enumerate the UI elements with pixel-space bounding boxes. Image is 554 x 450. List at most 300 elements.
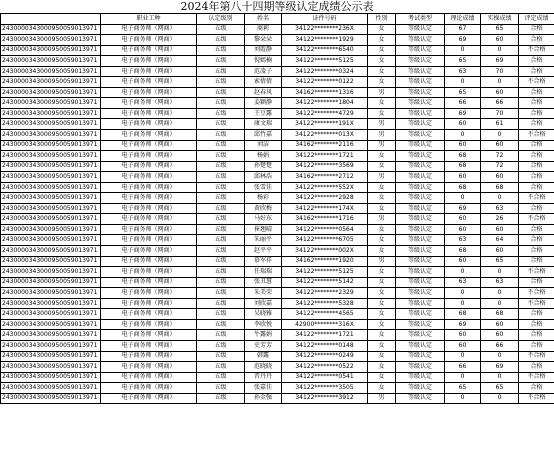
occupation-cell: 电子商务师（网商） [101,288,197,299]
occupation-cell: 电子商务师（网商） [101,140,197,151]
registration-code-cell: 2430000343000950059013971 [1,235,101,246]
id-number-cell: 34122********552X [282,182,368,193]
registration-code-cell: 2430000343000950059013971 [1,246,101,257]
gender-cell: 女 [368,193,396,204]
exam-type-cell: 等级认定 [396,235,445,246]
level-cell: 五级 [197,140,245,151]
result-cell: 合格 [519,309,554,320]
name-cell: 姜颖静 [245,98,282,109]
id-number-cell: 34122********174X [282,203,368,214]
level-cell: 五级 [197,193,245,204]
result-cell: 合格 [519,119,554,130]
gender-cell: 女 [368,362,396,373]
level-cell: 五级 [197,214,245,225]
registration-code-cell: 2430000343000950059013971 [1,393,101,404]
occupation-cell: 电子商务师（网商） [101,193,197,204]
id-number-cell: 34122********5142 [282,277,368,288]
level-cell: 五级 [197,340,245,351]
registration-code-cell: 2430000343000950059013971 [1,383,101,394]
theory-score-cell: 60 [445,140,481,151]
level-cell: 五级 [197,35,245,46]
theory-score-cell: 63 [445,235,481,246]
table-row [1,35,554,46]
exam-type-cell: 等级认定 [396,24,445,35]
level-cell: 五级 [197,288,245,299]
table-row [1,309,554,320]
registration-code-cell: 2430000343000950059013971 [1,87,101,98]
id-number-cell: 34122********1804 [282,98,368,109]
id-number-cell: 34122********6705 [282,235,368,246]
header-cell: 实操成绩 [481,14,519,25]
theory-score-cell: 0 [445,372,481,383]
name-cell: 任瑞瑞 [245,267,282,278]
name-cell: 朱丽平 [245,235,282,246]
registration-code-cell: 2430000343000950059013971 [1,77,101,88]
id-number-cell: 34162********2116 [282,140,368,151]
practical-score-cell: 26 [481,214,519,225]
occupation-cell: 电子商务师（网商） [101,362,197,373]
result-cell: 不合格 [519,214,554,225]
exam-type-cell: 等级认定 [396,108,445,119]
gender-cell: 女 [368,161,396,172]
exam-type-cell: 等级认定 [396,383,445,394]
result-cell: 合格 [519,182,554,193]
name-cell: 刘霞静 [245,45,282,56]
name-cell: 张雪佳 [245,182,282,193]
occupation-cell: 电子商务师（网商） [101,66,197,77]
exam-type-cell: 等级认定 [396,66,445,77]
exam-type-cell: 等级认定 [396,56,445,67]
practical-score-cell: 72 [481,161,519,172]
name-cell: 范凌子 [245,66,282,77]
exam-type-cell: 等级认定 [396,161,445,172]
table-row [1,246,554,257]
practical-score-cell: 60 [481,35,519,46]
result-cell: 合格 [519,224,554,235]
gender-cell: 女 [368,77,396,88]
exam-type-cell: 等级认定 [396,224,445,235]
name-cell: 王豆露 [245,108,282,119]
theory-score-cell: 68 [445,246,481,257]
occupation-cell: 电子商务师（网商） [101,351,197,362]
level-cell: 五级 [197,319,245,330]
registration-code-cell: 2430000343000950059013971 [1,66,101,77]
practical-score-cell: 68 [481,182,519,193]
gender-cell: 女 [368,246,396,257]
occupation-cell: 电子商务师（网商） [101,119,197,130]
id-number-cell: 34122********013X [282,130,368,141]
name-cell: 晋丹丹 [245,372,282,383]
level-cell: 五级 [197,203,245,214]
id-number-cell: 34122********002X [282,246,368,257]
name-cell: 商莉 [245,24,282,35]
practical-score-cell: 69 [481,56,519,67]
practical-score-cell: 0 [481,298,519,309]
occupation-cell: 电子商务师（网商） [101,172,197,183]
gender-cell: 男 [368,119,396,130]
table-row [1,182,554,193]
table-row [1,77,554,88]
gender-cell: 女 [368,108,396,119]
occupation-cell: 电子商务师（网商） [101,130,197,141]
occupation-cell: 电子商务师（网商） [101,372,197,383]
name-cell: 赵平平 [245,246,282,257]
practical-score-cell: 63 [481,203,519,214]
table-row [1,119,554,130]
exam-type-cell: 等级认定 [396,246,445,257]
theory-score-cell: 60 [445,224,481,235]
registration-code-cell: 2430000343000950059013971 [1,319,101,330]
registration-code-cell: 2430000343000950059013971 [1,256,101,267]
practical-score-cell: 60 [481,140,519,151]
result-cell: 合格 [519,203,554,214]
result-cell: 不合格 [519,393,554,404]
exam-type-cell: 等级认定 [396,340,445,351]
result-cell: 不合格 [519,372,554,383]
table-row [1,383,554,394]
theory-score-cell: 60 [445,340,481,351]
practical-score-cell: 66 [481,98,519,109]
registration-code-cell: 2430000343000950059013971 [1,35,101,46]
id-number-cell: 34122********6540 [282,45,368,56]
occupation-cell: 电子商务师（网商） [101,309,197,320]
theory-score-cell: 68 [445,151,481,162]
table-row [1,340,554,351]
registration-code-cell: 2430000343000950059013971 [1,267,101,278]
gender-cell: 女 [368,267,396,278]
occupation-cell: 电子商务师（网商） [101,298,197,309]
theory-score-cell: 69 [445,203,481,214]
table-row [1,66,554,77]
level-cell: 五级 [197,24,245,35]
id-number-cell: 34162********1316 [282,87,368,98]
name-cell: 张嘉佳 [245,383,282,394]
table-row [1,235,554,246]
id-number-cell: 34122********1721 [282,151,368,162]
practical-score-cell: 70 [481,108,519,119]
practical-score-cell: 66 [481,340,519,351]
theory-score-cell: 60 [445,119,481,130]
level-cell: 五级 [197,98,245,109]
gender-cell: 女 [368,24,396,35]
theory-score-cell: 0 [445,193,481,204]
exam-type-cell: 等级认定 [396,182,445,193]
exam-type-cell: 等级认定 [396,45,445,56]
gender-cell: 女 [368,98,396,109]
name-cell: 慕军祥 [245,256,282,267]
theory-score-cell: 60 [445,256,481,267]
exam-type-cell: 等级认定 [396,256,445,267]
theory-score-cell: 65 [445,56,481,67]
registration-code-cell: 2430000343000950059013971 [1,330,101,341]
practical-score-cell: 60 [481,87,519,98]
theory-score-cell: 60 [445,214,481,225]
gender-cell: 男 [368,214,396,225]
result-cell: 合格 [519,108,554,119]
result-cell: 合格 [519,161,554,172]
practical-score-cell: 69 [481,362,519,373]
theory-score-cell: 66 [445,98,481,109]
exam-type-cell: 等级认定 [396,35,445,46]
gender-cell: 女 [368,372,396,383]
id-number-cell: 34122********0122 [282,77,368,88]
table-row [1,319,554,330]
level-cell: 五级 [197,362,245,373]
occupation-cell: 电子商务师（网商） [101,319,197,330]
occupation-cell: 电子商务师（网商） [101,108,197,119]
page-title: 2024年第八十四期等级认定成绩公示表 [180,0,374,13]
id-number-cell: 34162********1920 [282,256,368,267]
registration-code-cell: 2430000343000950059013971 [1,340,101,351]
gender-cell: 男 [368,87,396,98]
exam-type-cell: 等级认定 [396,214,445,225]
level-cell: 五级 [197,224,245,235]
table-row [1,256,554,267]
id-number-cell: 34122********5125 [282,56,368,67]
practical-score-cell: 0 [481,77,519,88]
registration-code-cell: 2430000343000950059013971 [1,130,101,141]
exam-type-cell: 等级认定 [396,130,445,141]
gender-cell: 女 [368,45,396,56]
gender-cell: 女 [368,203,396,214]
level-cell: 五级 [197,330,245,341]
theory-score-cell: 0 [445,267,481,278]
gender-cell: 女 [368,56,396,67]
result-cell: 不合格 [519,130,554,141]
header-cell: 认定级别 [197,14,245,25]
result-cell: 不合格 [519,77,554,88]
exam-type-cell: 等级认定 [396,119,445,130]
practical-score-cell: 72 [481,151,519,162]
level-cell: 五级 [197,256,245,267]
occupation-cell: 电子商务师（网商） [101,393,197,404]
result-cell: 合格 [519,24,554,35]
result-cell: 不合格 [519,288,554,299]
level-cell: 五级 [197,130,245,141]
result-cell: 合格 [519,56,554,67]
id-number-cell: 34162********1716 [282,214,368,225]
registration-code-cell: 2430000343000950059013971 [1,224,101,235]
registration-code-cell: 2430000343000950059013971 [1,172,101,183]
occupation-cell: 电子商务师（网商） [101,77,197,88]
gender-cell: 女 [368,288,396,299]
table-row [1,140,554,151]
exam-type-cell: 等级认定 [396,172,445,183]
name-cell: 史芳芳 [245,340,282,351]
result-cell: 合格 [519,66,554,77]
name-cell: 刘欣嘉 [245,298,282,309]
header-cell: 考试类型 [396,14,445,25]
id-number-cell: 34122********0564 [282,224,368,235]
result-cell: 合格 [519,35,554,46]
practical-score-cell: 60 [481,172,519,183]
name-cell: 吴晓雅 [245,309,282,320]
table-row [1,98,554,109]
practical-score-cell: 63 [481,277,519,288]
theory-score-cell: 0 [445,288,481,299]
table-row [1,193,554,204]
level-cell: 五级 [197,351,245,362]
theory-score-cell: 60 [445,172,481,183]
table-row [1,362,554,373]
registration-code-cell: 2430000343000950059013971 [1,98,101,109]
id-number-cell: 34122********0324 [282,66,368,77]
occupation-cell: 电子商务师（网商） [101,35,197,46]
theory-score-cell: 68 [445,309,481,320]
gender-cell: 女 [368,182,396,193]
registration-code-cell: 2430000343000950059013971 [1,309,101,320]
id-number-cell: 34122********0541 [282,372,368,383]
id-number-cell: 34122********3912 [282,393,368,404]
id-number-cell: 34122********1721 [282,330,368,341]
level-cell: 五级 [197,277,245,288]
occupation-cell: 电子商务师（网商） [101,24,197,35]
gender-cell: 男 [368,140,396,151]
result-cell: 合格 [519,330,554,341]
registration-code-cell: 2430000343000950059013971 [1,214,101,225]
theory-score-cell: 69 [445,35,481,46]
level-cell: 五级 [197,151,245,162]
registration-code-cell: 2430000343000950059013971 [1,45,101,56]
id-number-cell: 34122********4565 [282,309,368,320]
id-number-cell: 34122********3569 [282,161,368,172]
gender-cell: 女 [368,383,396,394]
gender-cell: 男 [368,256,396,267]
exam-type-cell: 等级认定 [396,77,445,88]
result-cell: 合格 [519,340,554,351]
level-cell: 五级 [197,393,245,404]
table-row [1,130,554,141]
occupation-cell: 电子商务师（网商） [101,45,197,56]
table-row [1,203,554,214]
exam-type-cell: 等级认定 [396,319,445,330]
exam-type-cell: 等级认定 [396,193,445,204]
result-cell: 合格 [519,383,554,394]
name-cell: 范晓晓 [245,362,282,373]
registration-code-cell: 2430000343000950059013971 [1,119,101,130]
level-cell: 五级 [197,235,245,246]
level-cell: 五级 [197,45,245,56]
exam-type-cell: 等级认定 [396,362,445,373]
registration-code-cell: 2430000343000950059013971 [1,182,101,193]
practical-score-cell: 0 [481,130,519,141]
theory-score-cell: 0 [445,77,481,88]
theory-score-cell: 68 [445,182,481,193]
theory-score-cell: 0 [445,393,481,404]
table-row [1,151,554,162]
name-cell: 杨彩 [245,193,282,204]
level-cell: 五级 [197,309,245,320]
id-number-cell: 34122********0249 [282,351,368,362]
table-row [1,24,554,35]
table-row [1,393,554,404]
level-cell: 五级 [197,119,245,130]
exam-type-cell: 等级认定 [396,351,445,362]
result-cell: 合格 [519,140,554,151]
table-row [1,214,554,225]
gender-cell: 女 [368,224,396,235]
registration-code-cell: 2430000343000950059013971 [1,108,101,119]
practical-score-cell: 60 [481,319,519,330]
theory-score-cell: 68 [445,161,481,172]
name-cell: 李欣悦 [245,319,282,330]
result-cell: 合格 [519,87,554,98]
result-cell: 合格 [519,362,554,373]
name-cell: 孙金强 [245,393,282,404]
practical-score-cell: 0 [481,351,519,362]
table-row [1,56,554,67]
practical-score-cell: 68 [481,309,519,320]
result-cell: 合格 [519,151,554,162]
practical-score-cell: 0 [481,288,519,299]
exam-type-cell: 等级认定 [396,288,445,299]
exam-type-cell: 等级认定 [396,393,445,404]
registration-code-cell: 2430000343000950059013971 [1,277,101,288]
header-cell: 性别 [368,14,396,25]
result-cell: 不合格 [519,298,554,309]
level-cell: 五级 [197,66,245,77]
gender-cell: 女 [368,35,396,46]
level-cell: 五级 [197,372,245,383]
id-number-cell: 34122********5328 [282,298,368,309]
gender-cell: 女 [368,351,396,362]
table-row [1,172,554,183]
registration-code-cell: 2430000343000950059013971 [1,298,101,309]
table-row [1,267,554,278]
exam-type-cell: 等级认定 [396,267,445,278]
id-number-cell: 34122********0148 [282,340,368,351]
practical-score-cell: 0 [481,267,519,278]
theory-score-cell: 63 [445,277,481,288]
registration-code-cell: 2430000343000950059013971 [1,56,101,67]
registration-code-cell: 2430000343000950059013971 [1,351,101,362]
id-number-cell: 34122********4729 [282,108,368,119]
result-cell: 合格 [519,277,554,288]
level-cell: 五级 [197,56,245,67]
occupation-cell: 电子商务师（网商） [101,235,197,246]
id-number-cell: 34122********5125 [282,267,368,278]
name-cell: 黎朵朵 [245,35,282,46]
level-cell: 五级 [197,383,245,394]
gender-cell: 女 [368,319,396,330]
theory-score-cell: 63 [445,66,481,77]
gender-cell: 女 [368,298,396,309]
theory-score-cell: 69 [445,108,481,119]
gender-cell: 男 [368,393,396,404]
exam-type-cell: 等级认定 [396,140,445,151]
gender-cell: 男 [368,130,396,141]
registration-code-cell: 2430000343000950059013971 [1,362,101,373]
occupation-cell: 电子商务师（网商） [101,256,197,267]
table-row [1,372,554,383]
name-cell: 朱美荣 [245,288,282,299]
registration-code-cell: 2430000343000950059013971 [1,24,101,35]
table-row [1,161,554,172]
level-cell: 五级 [197,77,245,88]
gender-cell: 女 [368,340,396,351]
occupation-cell: 电子商务师（网商） [101,87,197,98]
table-row [1,298,554,309]
result-cell: 合格 [519,98,554,109]
table-row [1,45,554,56]
occupation-cell: 电子商务师（网商） [101,161,197,172]
practical-score-cell: 60 [481,246,519,257]
id-number-cell: 34122********1929 [282,35,368,46]
theory-score-cell: 65 [445,87,481,98]
name-cell: 邱林浩 [245,172,282,183]
level-cell: 五级 [197,87,245,98]
id-number-cell: 34122********236X [282,24,368,35]
